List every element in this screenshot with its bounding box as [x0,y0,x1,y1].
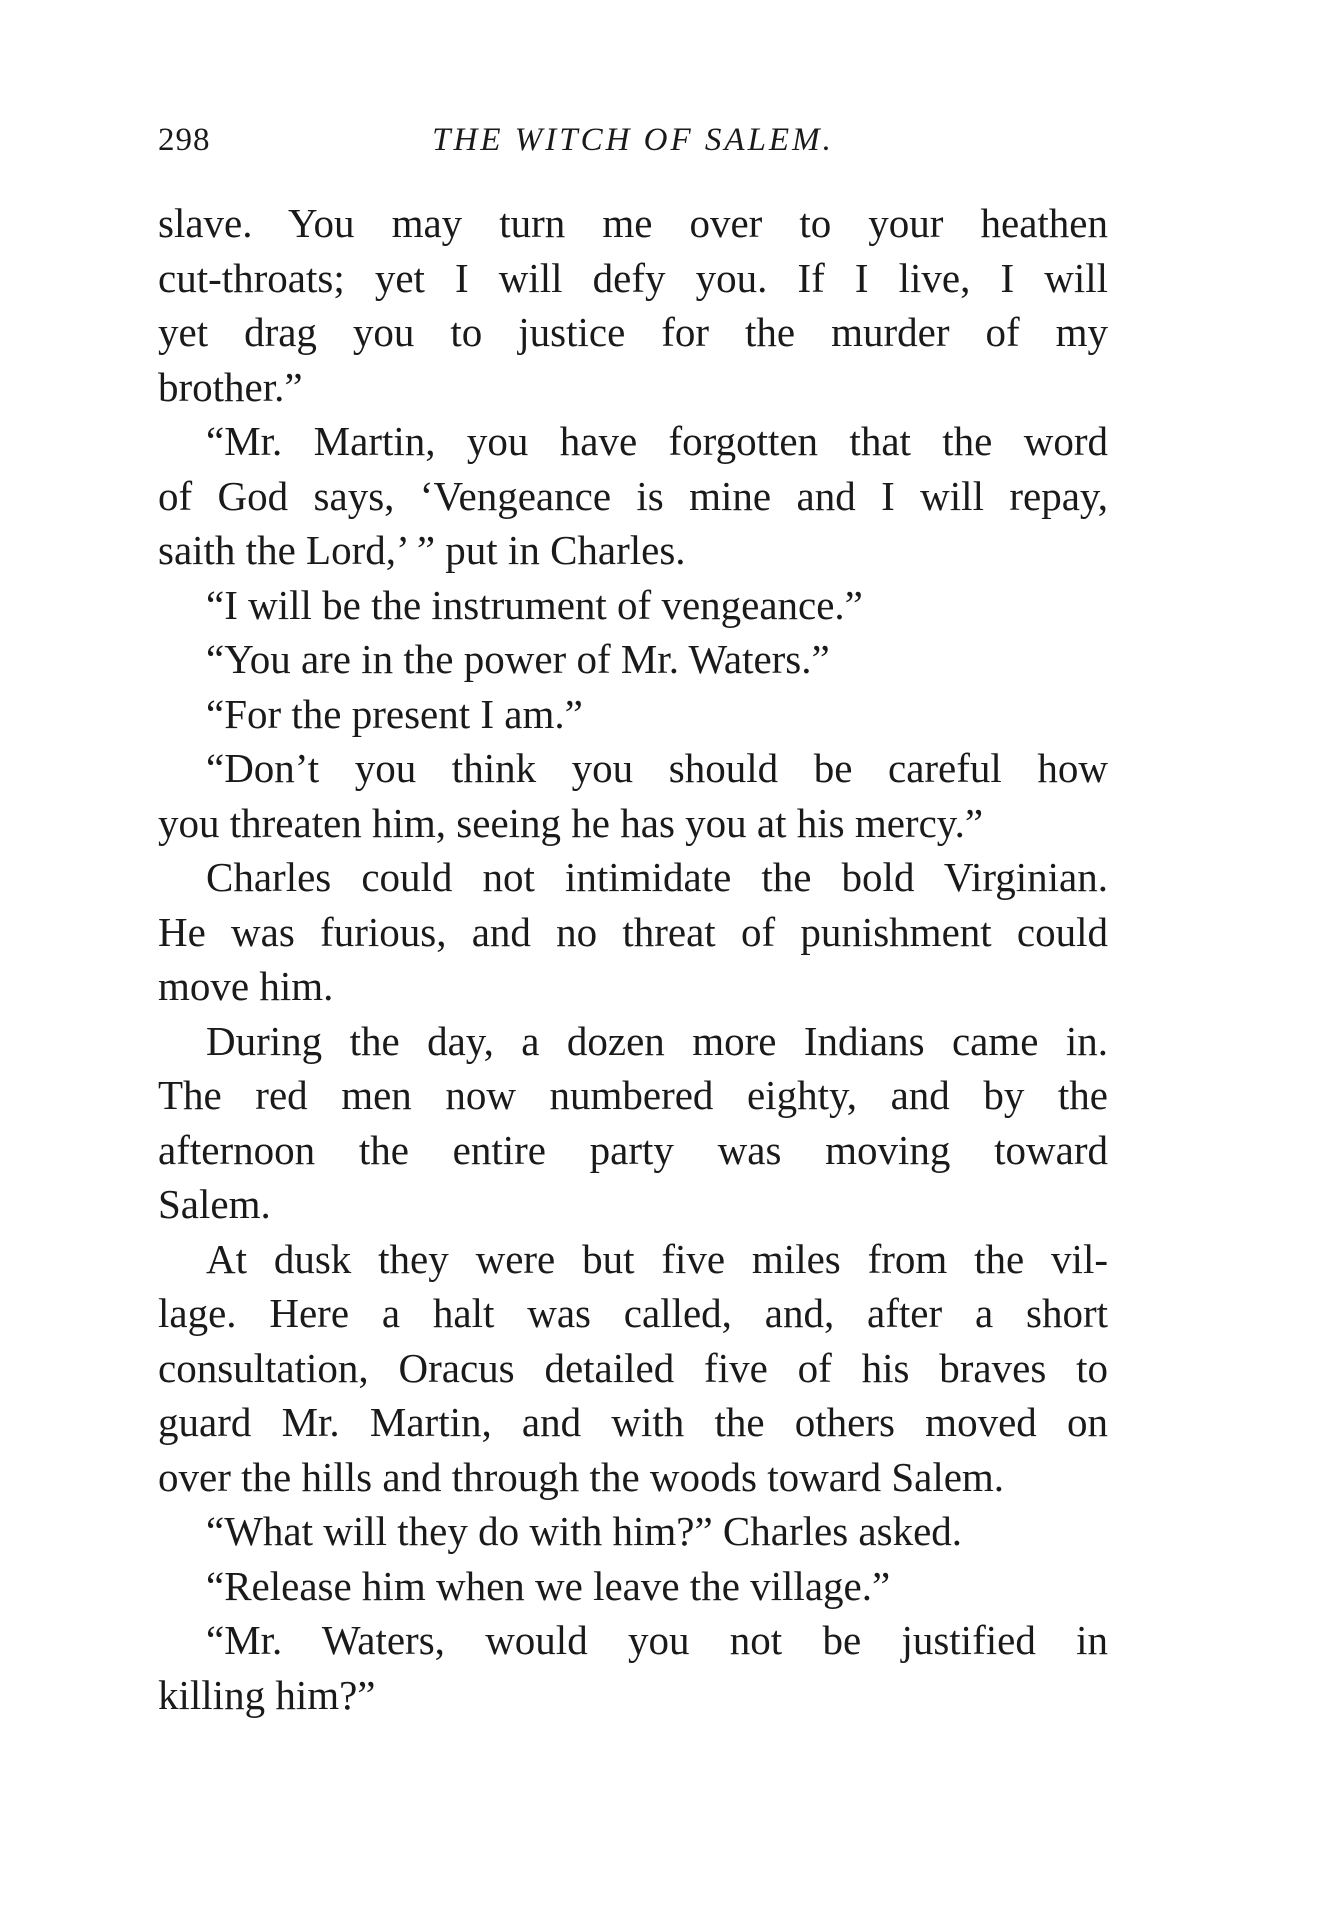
text-line: cut-throats; yet I will defy you. If I live, I will [158,254,1108,301]
text-line: “What will they do with him?” Charles asked. [206,1508,963,1554]
text-line: guard Mr. Martin, and with the others moved on [158,1399,1108,1445]
text-line: “You are in the power of Mr. Waters.” [206,636,830,682]
text-line: you threaten him, seeing he has you at his mercy.” [158,799,984,846]
text-line: saith the Lord,’ ” put in Charles. [158,527,686,573]
page-number: 298 [158,122,211,158]
text-line: At dusk they were but five miles from the vil- [206,1235,1108,1282]
text-line: “I will be the instrument of vengeance.” [206,581,863,628]
text-line: yet drag you to justice for the murder of my [158,309,1108,355]
text-line: consultation, Oracus detailed five of his braves to [158,1344,1108,1391]
text-line: afternoon the entire party was moving toward [158,1126,1108,1173]
text-line: slave. You may turn me over to your heathen [158,200,1108,246]
text-line: “For the present I am.” [206,690,583,737]
text-line: “Release him when we leave the village.” [206,1562,891,1609]
text-line: lage. Here a halt was called, and, after a short [158,1290,1108,1336]
text-line: of God says, ‘Vengeance is mine and I will repay, [158,472,1108,519]
running-title: THE WITCH OF SALEM. [432,122,834,158]
text-line: The red men now numbered eighty, and by the [158,1072,1108,1118]
text-line: over the hills and through the woods toward Salem. [158,1453,1005,1500]
page-header [158,122,1108,172]
text-line: Charles could not intimidate the bold Virginian. [206,854,1108,900]
text-line: “Mr. Waters, would you not be justified in [206,1617,1108,1663]
text-line: move him. [158,963,334,1009]
text-line: Salem. [158,1181,271,1227]
text-line: “Mr. Martin, you have forgotten that the word [206,418,1108,464]
body-text [158,196,1108,1722]
text-line: “Don’t you think you should be careful how [206,745,1108,791]
text-line: During the day, a dozen more Indians came in. [206,1017,1108,1064]
text-line: He was furious, and no threat of punishment could [158,908,1108,955]
text-line: brother.” [158,363,303,410]
text-line: killing him?” [158,1671,376,1718]
